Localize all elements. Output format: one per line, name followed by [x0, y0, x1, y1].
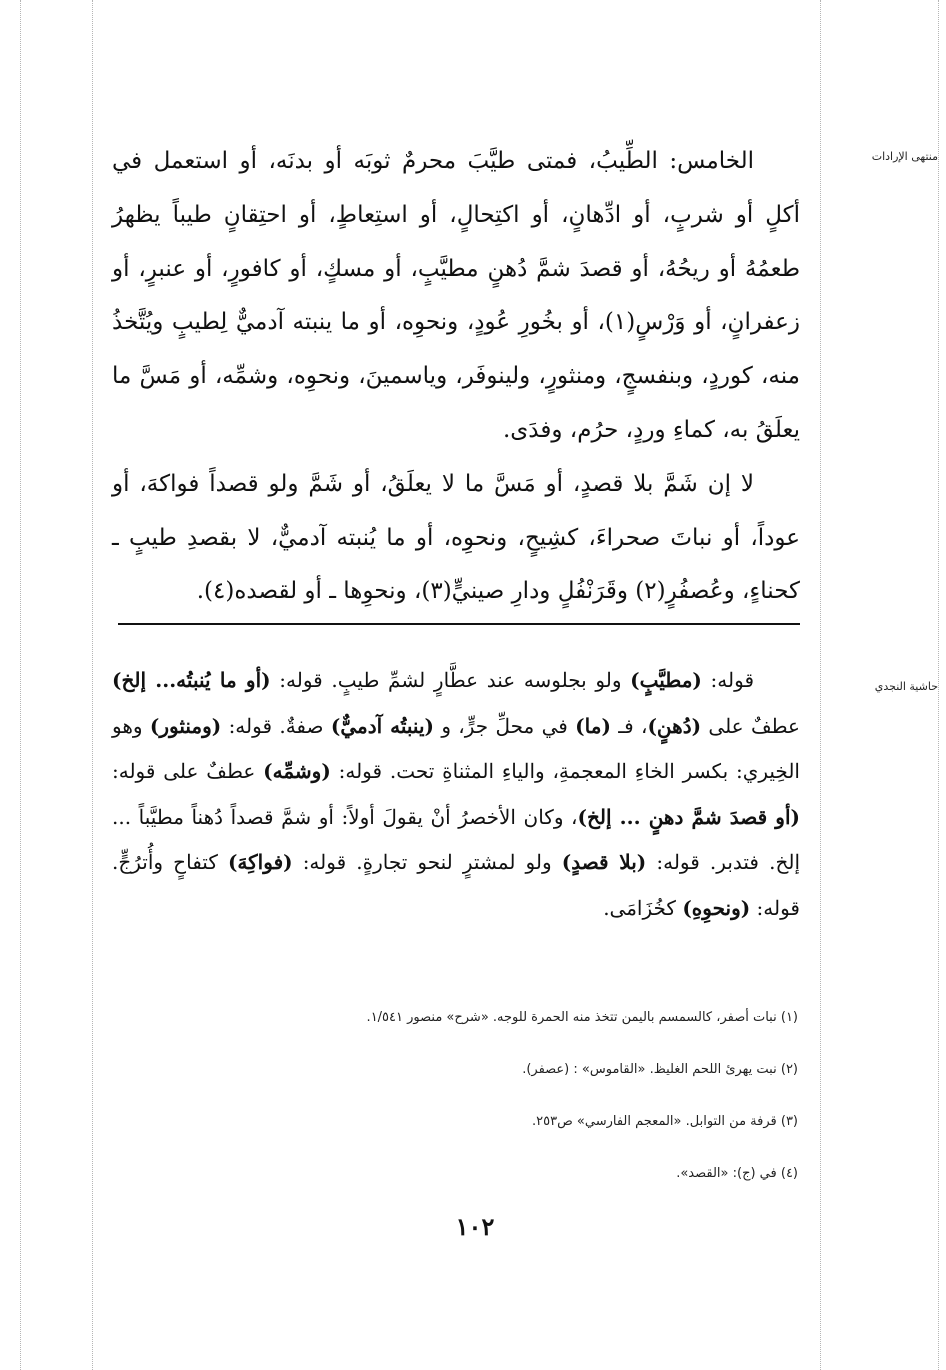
footnote-3: (٣) قرفة من التوابل. «المعجم الفارسي» ص٢٥٣.	[531, 1114, 798, 1129]
commentary-lemma: (ما)	[575, 713, 611, 738]
commentary-text: كتفاحٍ وأُترُجٍّ. قوله:	[112, 850, 800, 920]
commentary-lemma: (ونحوِهِ)	[682, 895, 751, 920]
commentary-text: قوله:	[701, 668, 755, 692]
commentary-text: في محلِّ جرٍّ، و	[433, 713, 576, 738]
commentary-lemma: (بلا قصدٍ)	[561, 850, 647, 874]
commentary-lemma: (أو ما يُنبتُه... إلخ)	[112, 668, 271, 692]
commentary-text: صفةٌ. قوله:	[221, 713, 331, 738]
commentary-lemma: (دُهنٍ)	[647, 713, 702, 738]
footnotes	[170, 1003, 798, 1211]
main-text-block	[112, 135, 800, 619]
commentary-text: ، فـ	[610, 713, 648, 738]
footnote-1: (١) نبات أصفر، كالسمسم باليمن تتخذ منه الحمرة للوجه. «شرح» منصور ١/٥٤١.	[366, 1010, 798, 1025]
page-number: ١٠٢	[455, 1212, 495, 1241]
side-label-commentary: حاشية النجدي	[874, 680, 938, 693]
commentary-text: ولو لمشترٍ لنحو تجارةٍ. قوله:	[292, 850, 562, 874]
separator-rule	[118, 623, 800, 625]
commentary-lemma: (ينبتُه آدميٌّ)	[330, 713, 434, 738]
commentary-paragraph	[112, 658, 800, 931]
commentary-text: ولو بجلوسه عند عطَّارٍ لشمِّ طيبٍ. قوله:	[270, 668, 631, 692]
commentary-lemma: (أو قصدَ شمَّ دهنٍ ... إلخ)	[577, 804, 800, 829]
margin-guide-left	[20, 0, 21, 1370]
commentary-lemma: (وشمِّه)	[263, 759, 331, 783]
main-paragraph-1: الخامس: الطِّيبُ، فمتى طيَّبَ محرمٌ ثوبَه أو بدنَه، أو استعمل في أكلٍ أو شربٍ، أو ادِّهانٍ، أو اكتِحالٍ، أو استِعاطٍ، أو احتِقانٍ طيباً يظهرُ طعمُهُ أو ريحُهُ، أو قصدَ شمَّ دُهنٍ مطيَّبٍ، أو مسكٍ، أو كافورٍ، أو عنبرٍ، أو زعفرانٍ، أو وَرْسٍ(١)، أو بخُورِ عُودٍ، ونحوِه، أو ما ينبته آدميٌّ لِطيبٍ ويُتَّخذُ منه، كوردٍ، وبنفسجٍ، ومنثورٍ، ولينوفَر، وياسمينَ، ونحوِه، وشمِّه، أو مَسَّ ما يعلَقُ به، كماءِ وردٍ، حرُم، وفدَى.	[112, 148, 800, 443]
side-label-main-text: منتهى الإرادات	[871, 150, 938, 163]
commentary-text: ، وكان الأخصرُ أنْ يقولَ أولاً: أو شمَّ قصداً دُهناً مطيَّباً ... إلخ. فتدبر. قوله:	[112, 804, 800, 874]
margin-guide-inner-left	[92, 0, 93, 1370]
commentary-text: عطفٌ على	[701, 713, 800, 738]
commentary-block	[112, 658, 800, 931]
commentary-text: كخُزَامَى.	[603, 895, 683, 920]
footnote-4: (٤) في (ج): «القصد».	[676, 1166, 798, 1181]
commentary-lemma: (فواكِهَ)	[227, 850, 293, 874]
main-paragraph-2: لا إن شَمَّ بلا قصدٍ، أو مَسَّ ما لا يعلَقُ، أو شَمَّ ولو قصداً فواكهَ، أو عوداً، أو نباتَ صحراءَ، كشِيحٍ، ونحوِه، أو ما يُنبته آدميٌّ، لا بقصدِ طيبٍ ـ كحناءٍ، وعُصفُرٍ(٢) وقَرَنْفُلٍ ودارِ صينيٍّ(٣)، ونحوِها ـ أو لقصده(٤).	[112, 470, 800, 605]
commentary-text: عطفٌ على قوله:	[112, 759, 264, 783]
margin-guide-right	[938, 0, 939, 1370]
margin-guide-inner-right	[820, 0, 821, 1370]
footnote-2: (٢) نبت يهرئ اللحم الغليظ. «القاموس» : (عصفر).	[522, 1062, 798, 1077]
commentary-text: وهو الخِيري: بكسر الخاءِ المعجمةِ، والياءِ المثناةِ تحت. قوله:	[112, 713, 800, 783]
commentary-lemma: (مطيَّبٍ)	[630, 668, 702, 692]
commentary-lemma: (ومنثور)	[149, 713, 222, 738]
